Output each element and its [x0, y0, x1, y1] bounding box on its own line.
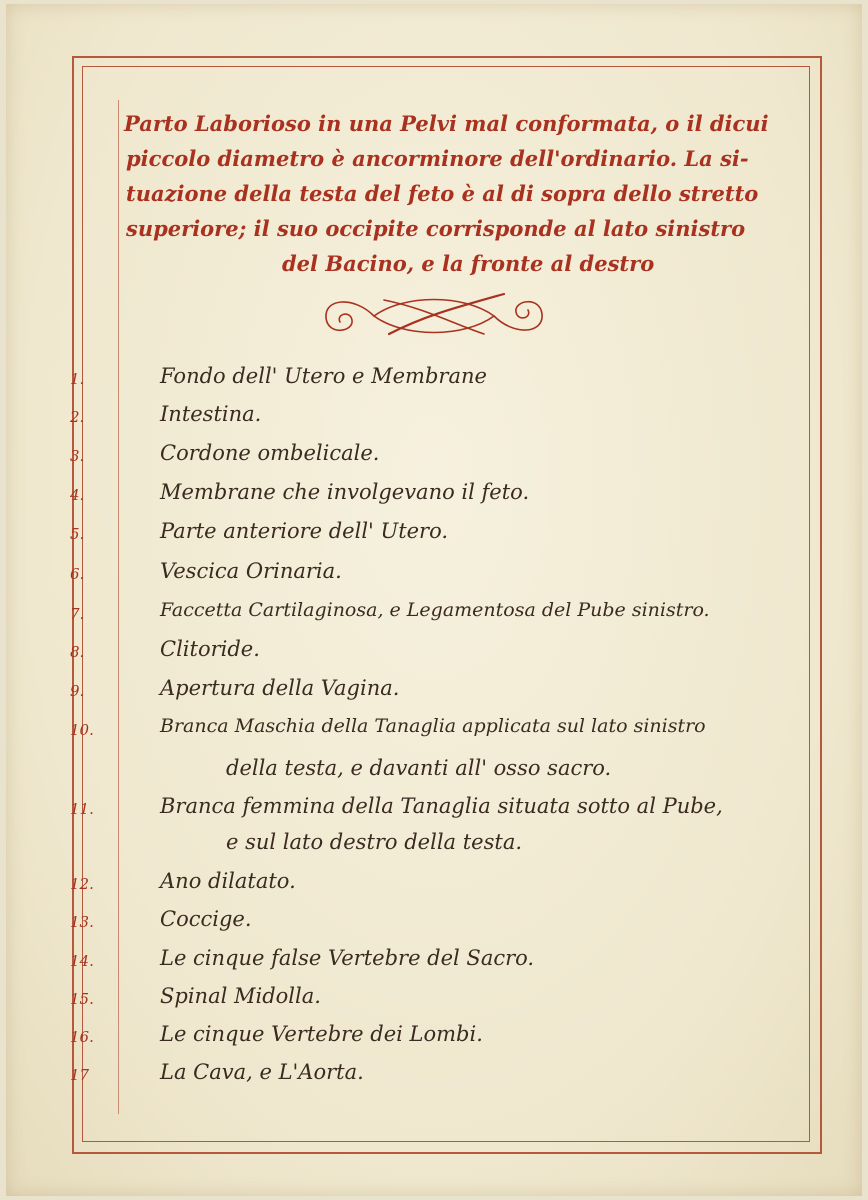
list-item: Coccige. [160, 907, 252, 931]
item-number: 7. [70, 605, 85, 623]
list-item: Clitoride. [160, 637, 260, 661]
list-item-continuation: e sul lato destro della testa. [226, 830, 523, 854]
list-item: Ano dilatato. [160, 869, 296, 893]
title-line: superiore; il suo occipite corrisponde al lato sinistro [126, 216, 746, 241]
item-number: 8. [70, 643, 85, 661]
item-number: 12. [70, 875, 94, 893]
item-number: 13. [70, 913, 94, 931]
list-item: Le cinque false Vertebre del Sacro. [160, 946, 535, 970]
item-number: 14. [70, 952, 94, 970]
list-item: Cordone ombelicale. [160, 441, 380, 465]
calligraphic-flourish-icon [314, 286, 554, 346]
item-number: 5. [70, 525, 85, 543]
title-line: piccolo diametro è ancorminore dell'ordinario. La si- [126, 146, 749, 171]
list-item: Spinal Midolla. [160, 984, 321, 1008]
item-number: 1. [70, 370, 85, 388]
item-number: 3. [70, 447, 85, 465]
item-number: 16. [70, 1028, 94, 1046]
item-number: 11. [70, 800, 94, 818]
list-item: Vescica Orinaria. [160, 559, 342, 583]
item-number: 2. [70, 408, 85, 426]
title-line: Parto Laborioso in una Pelvi mal conformata, o il dicui [124, 111, 769, 136]
item-number: 9. [70, 682, 85, 700]
list-item: Branca Maschia della Tanaglia applicata sul lato sinistro [160, 715, 706, 737]
title-line: del Bacino, e la fronte al destro [282, 251, 655, 276]
item-number: 17 [70, 1066, 90, 1084]
list-item: Apertura della Vagina. [160, 676, 400, 700]
page-title [118, 106, 808, 281]
list-item: Parte anteriore dell' Utero. [160, 519, 449, 543]
list-item: Fondo dell' Utero e Membrane [160, 364, 487, 388]
list-item-continuation: della testa, e davanti all' osso sacro. [226, 756, 612, 780]
list-item: Le cinque Vertebre dei Lombi. [160, 1022, 483, 1046]
list-item: Faccetta Cartilaginosa, e Legamentosa del Pube sinistro. [160, 599, 710, 621]
list-item: Branca femmina della Tanaglia situata sotto al Pube, [160, 794, 723, 818]
item-number: 6. [70, 565, 85, 583]
list-item: Membrane che involgevano il feto. [160, 480, 530, 504]
item-number: 10. [70, 721, 94, 739]
item-number: 15. [70, 990, 94, 1008]
list-item: La Cava, e L'Aorta. [160, 1060, 364, 1084]
item-number: 4. [70, 486, 85, 504]
list-item: Intestina. [160, 402, 262, 426]
title-line: tuazione della testa del feto è al di sopra dello stretto [126, 181, 759, 206]
